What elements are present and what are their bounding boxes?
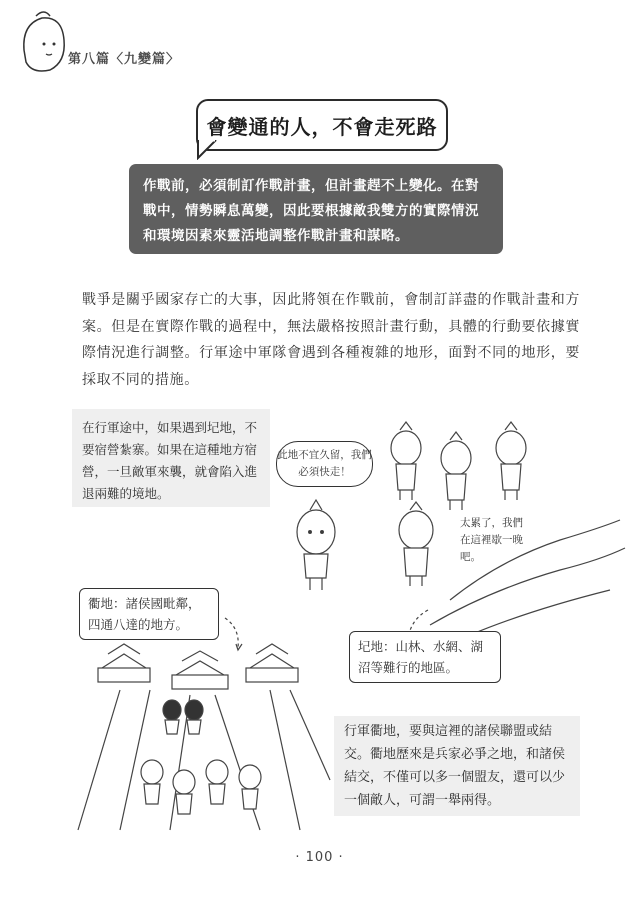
soldier-figure xyxy=(141,760,163,804)
soldier-figure xyxy=(206,760,228,804)
label-marsh-text: 圮地：山林、水網、湖沼等難行的地區。 xyxy=(358,639,484,675)
city-gate xyxy=(172,651,228,689)
leader-figure xyxy=(297,500,335,590)
note-crossroad-alliance xyxy=(334,716,580,816)
summary-text: 作戰前，必須制訂作戰計畫，但計畫趕不上變化。在對戰中，情勢瞬息萬變，因此要根據敵我雙方的實際情況和環境因素來靈活地調整作戰計畫和謀略。 xyxy=(143,178,479,244)
section-title: 會變通的人，不會走死路 xyxy=(206,114,438,139)
section-title-bubble xyxy=(196,99,448,151)
soldier-figure xyxy=(399,502,433,586)
soldier-figure xyxy=(163,700,181,734)
soldier-figure xyxy=(239,765,261,809)
soldier-figure xyxy=(391,422,421,500)
title-bubble-tail xyxy=(196,140,220,160)
note-crossroad-text: 行軍衢地，要與這裡的諸侯聯盟或結交。衢地歷來是兵家必爭之地，和諸侯結交，不僅可以多一個盟友，還可以少一個敵人，可謂一舉兩得。 xyxy=(344,724,566,808)
summary-box xyxy=(129,164,503,254)
soldier-figure xyxy=(185,700,203,734)
speech-leader-text: 此地不宜久留，我們必須快走！ xyxy=(277,449,372,478)
page-header xyxy=(14,10,234,80)
note-marsh-text: 在行軍途中，如果遇到圮地，不要宿營紮寨。如果在這種地方宿營，一旦敵軍來襲，就會陷入進退兩難的境地。 xyxy=(82,420,258,501)
body-paragraph: 戰爭是關乎國家存亡的大事，因此將領在作戰前，會制訂詳盡的作戰計畫和方案。但是在實際作戰的過程中，無法嚴格按照計畫行動，具體的行動要依據實際情況進行調整。行軍途中軍隊會遇到各種複雜的地形，面對不同的地形，要採取不同的措施。 xyxy=(82,292,580,388)
chapter-label: 第八篇〈九變篇〉 xyxy=(68,52,181,67)
mascot-head-icon xyxy=(14,10,74,80)
label-marsh xyxy=(349,631,501,683)
soldier-figure xyxy=(173,770,195,814)
page-number: · 100 · xyxy=(295,850,344,865)
label-crossroad-text: 衢地：諸侯國毗鄰，四通八達的地方。 xyxy=(88,596,201,632)
speech-soldier xyxy=(460,515,532,566)
note-marsh-camping xyxy=(72,409,270,507)
soldier-figure xyxy=(496,422,526,500)
city-gate xyxy=(246,644,298,682)
speech-soldier-text: 太累了，我們在這裡歇一晚吧。 xyxy=(460,517,523,563)
speech-bubble-leader xyxy=(276,441,373,487)
label-crossroad xyxy=(79,588,219,640)
city-gate xyxy=(98,644,150,682)
soldier-figure xyxy=(441,432,471,510)
